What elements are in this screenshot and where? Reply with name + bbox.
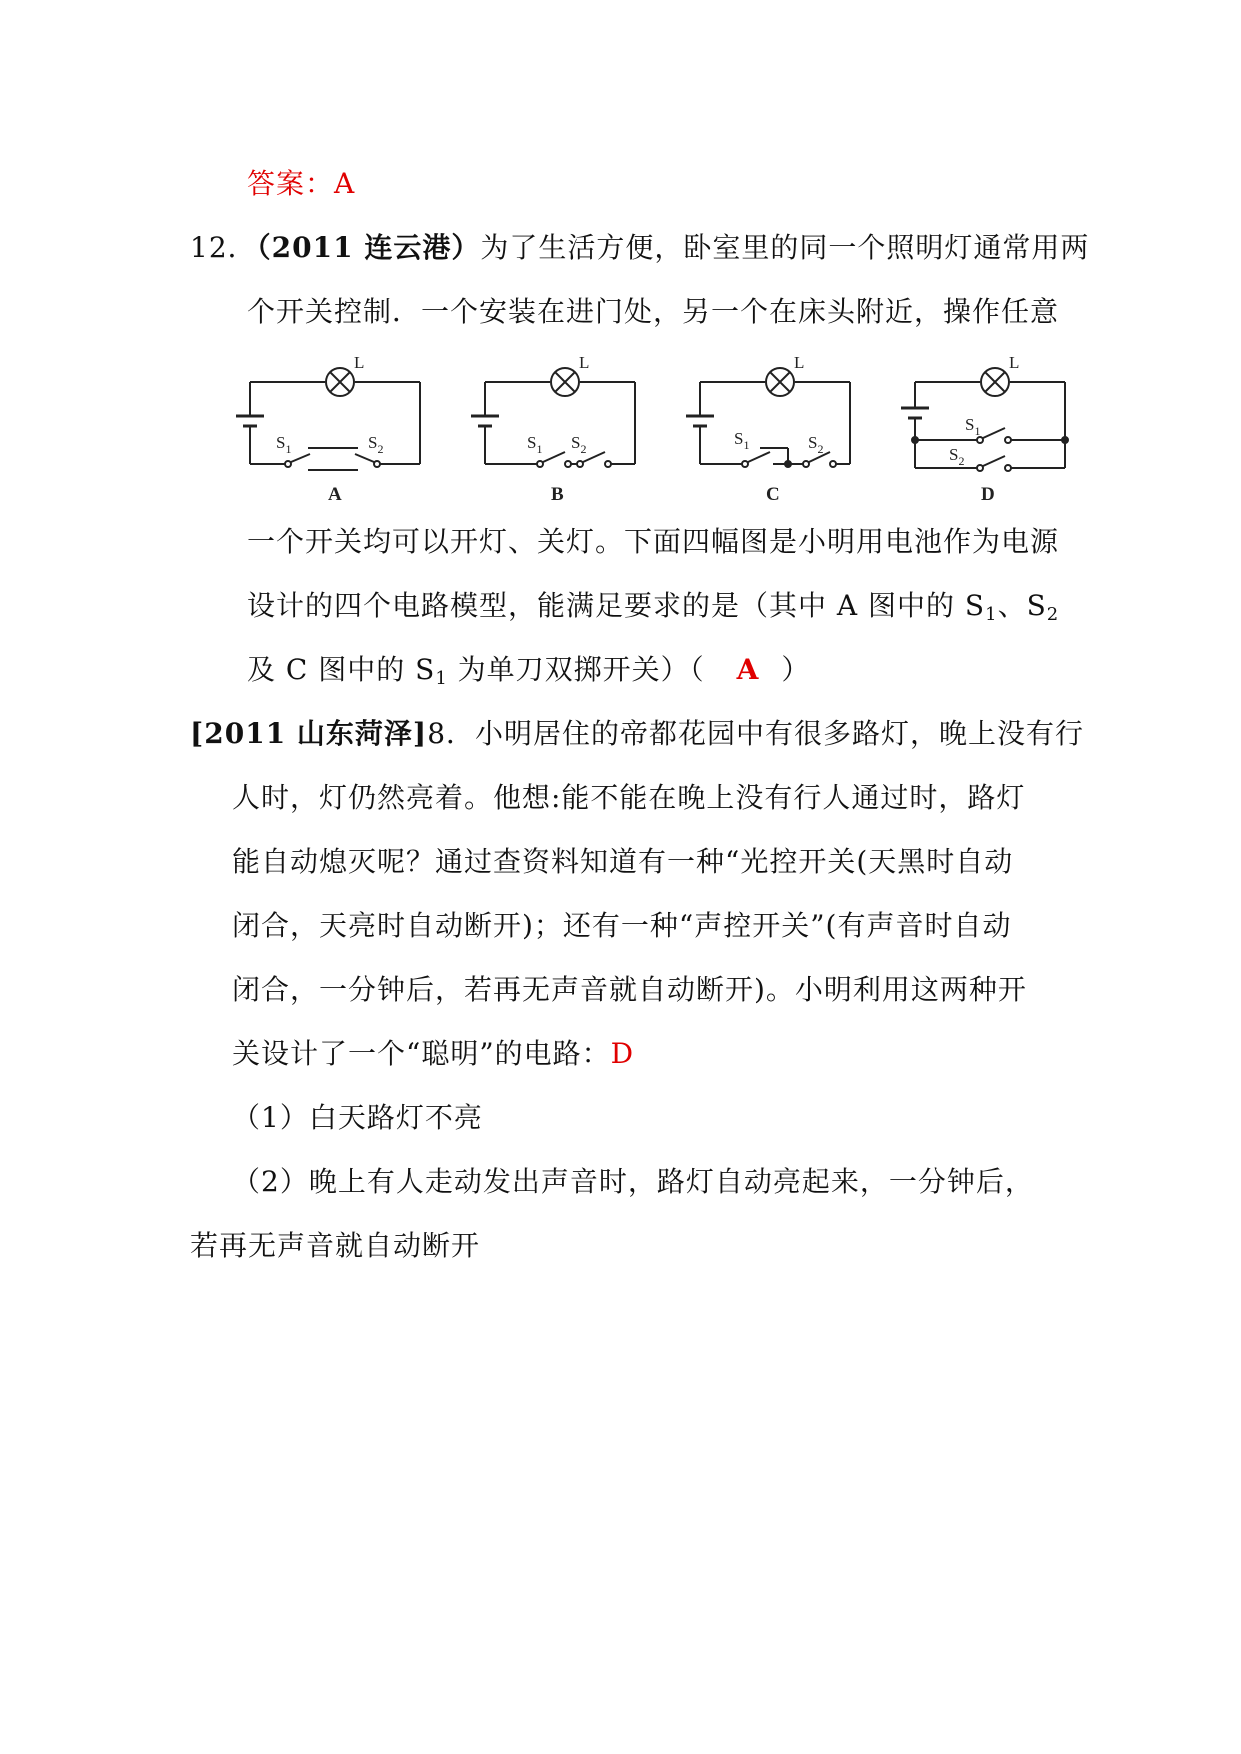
question-8-line-3: 能自动熄灭呢？通过查资料知道有一种“光控开关(天黑时自动	[232, 845, 1014, 878]
switch-label-s2: $S_2$	[368, 433, 384, 456]
circuit-caption-d: D	[981, 484, 995, 505]
circuit-diagram-b	[475, 348, 650, 508]
question-8-item-2-continued: 若再无声音就自动断开	[190, 1229, 481, 1262]
circuit-diagram-a	[240, 348, 430, 508]
question-8-item-1: （1）白天路灯不亮	[232, 1101, 483, 1134]
switch-label-s1: $S_1$	[276, 433, 292, 456]
question-source: [2011 山东菏泽]	[190, 717, 428, 750]
lamp-label: L	[1009, 353, 1020, 372]
question-8-answer: D	[610, 1037, 635, 1070]
question-number: 8．	[427, 717, 476, 750]
lamp-label: L	[579, 353, 590, 372]
switch-label-s1: $S_1$	[527, 433, 543, 456]
question-12-line-1	[190, 230, 1089, 266]
circuit-caption-b: B	[551, 484, 564, 505]
circuit-caption-a: A	[328, 484, 342, 505]
question-8-line-6: 关设计了一个“聪明”的电路：D	[232, 1037, 635, 1070]
lamp-label: L	[354, 353, 365, 372]
answer-label: 答案：	[247, 167, 335, 200]
circuit-diagram-c	[690, 348, 865, 508]
switch-label-s2: $S_2$	[571, 433, 587, 456]
switch-label-s2: $S_2$	[949, 445, 965, 468]
switch-label-s2: $S_2$	[808, 433, 824, 456]
question-8-line-5: 闭合，一分钟后，若再无声音就自动断开)。小明利用这两种开	[232, 973, 1027, 1006]
circuit-caption-c: C	[766, 484, 780, 505]
question-12-line-3: 一个开关均可以开灯、关灯。下面四幅图是小明用电池作为电源	[247, 525, 1060, 558]
answer-value: A	[334, 167, 356, 200]
question-12-line-2: 个开关控制．一个安装在进门处，另一个在床头附近，操作任意	[247, 295, 1060, 328]
question-8-line-2: 人时，灯仍然亮着。他想:能不能在晚上没有行人通过时，路灯	[232, 781, 1026, 814]
question-text: 为了生活方便，卧室里的同一个照明灯通常用两	[480, 231, 1090, 264]
question-8-item-2: （2）晚上有人走动发出声音时，路灯自动亮起来，一分钟后，	[232, 1165, 1034, 1198]
answer-line	[247, 166, 355, 202]
question-12-line-5: 及 C 图中的 $S_1$ 为单刀双掷开关）（ A ）	[247, 653, 811, 689]
question-12-answer: A	[736, 653, 760, 686]
switch-label-s1: $S_1$	[734, 429, 750, 452]
lamp-label: L	[794, 353, 805, 372]
switch-label-s1: $S_1$	[965, 415, 981, 438]
question-source: （2011 连云港）	[256, 231, 481, 264]
question-8-line-4: 闭合，天亮时自动断开)；还有一种“声控开关”(有声音时自动	[232, 909, 1012, 942]
question-number: 12．	[190, 231, 257, 264]
circuit-diagram-d	[905, 348, 1080, 508]
question-12-line-4: 设计的四个电路模型，能满足要求的是（其中 A 图中的 $S_1$、$S_2$	[247, 589, 1060, 625]
question-8-line-1: [2011 山东菏泽]8．小明居住的帝都花园中有很多路灯，晚上没有行	[190, 717, 1085, 750]
